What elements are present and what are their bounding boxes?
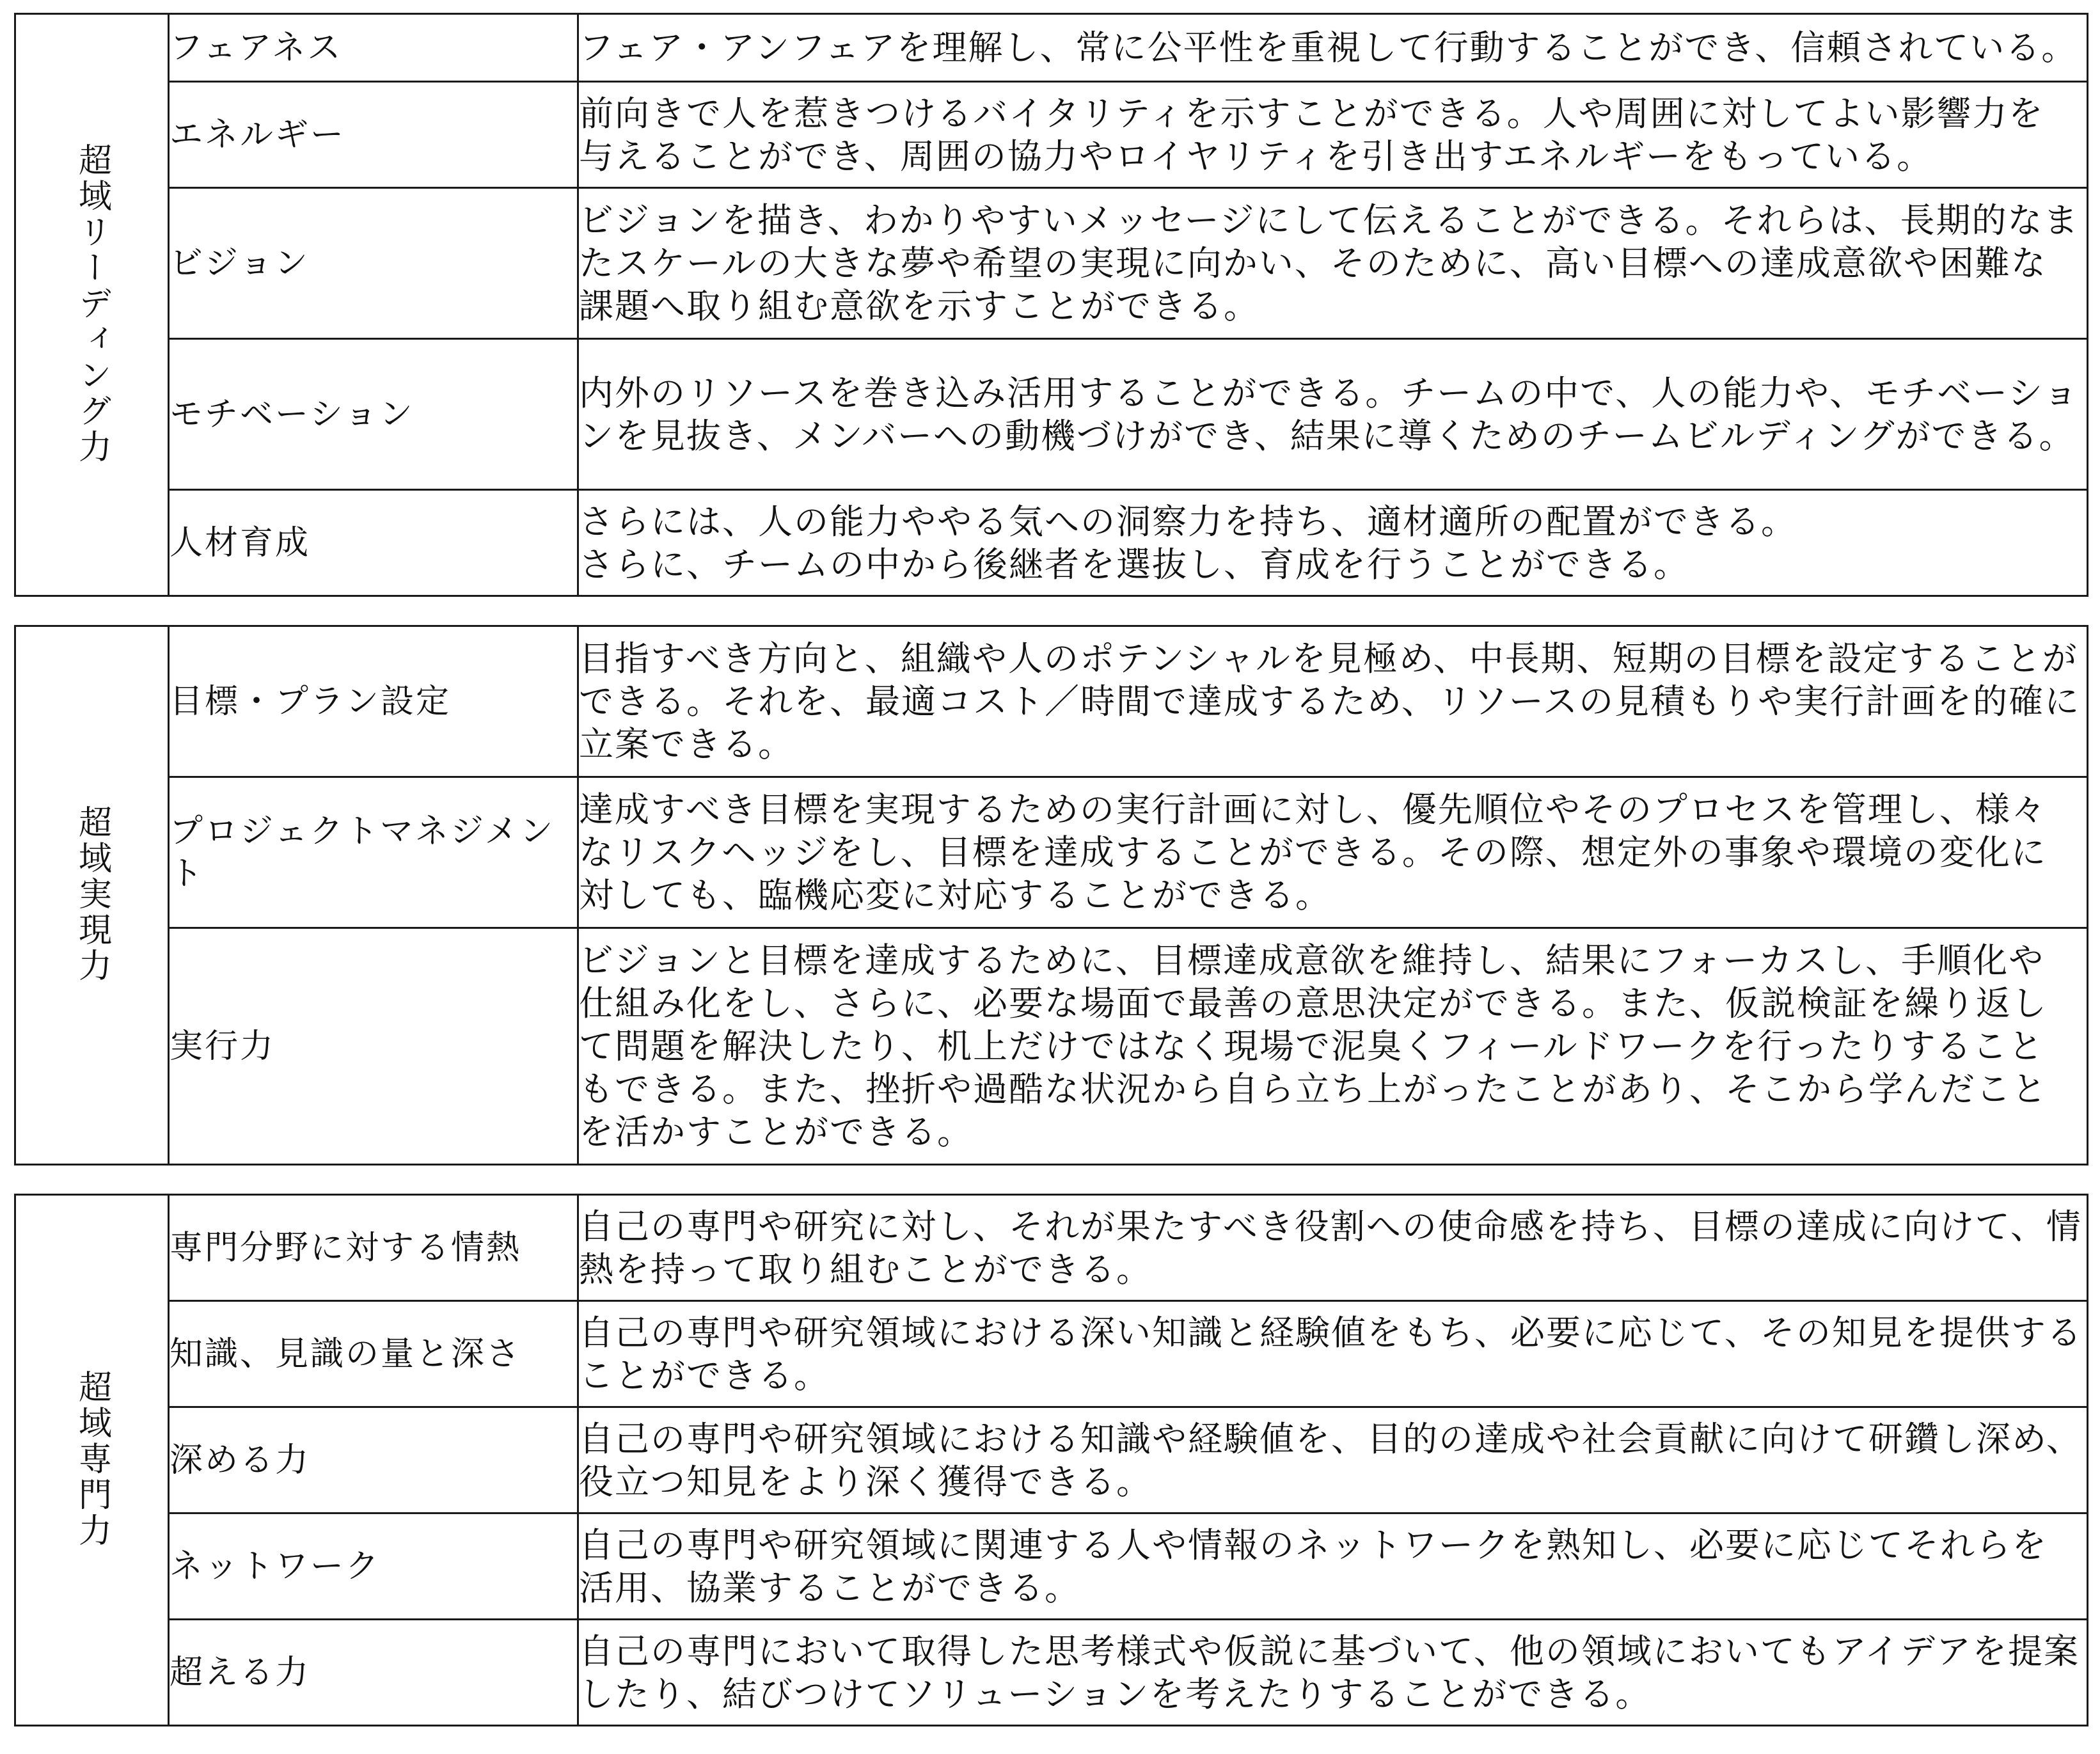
item-description xyxy=(578,1407,2088,1513)
table-row xyxy=(15,1620,2088,1726)
table-row xyxy=(15,626,2088,777)
table-row xyxy=(15,1195,2088,1301)
table-row xyxy=(15,928,2088,1165)
description-text: 内外のリソースを巻き込み活用することができる。チームの中で、人の能力や、モチベーショ ンを見抜き、メンバーへの動機づけができ、結果に導くためのチームビルディングができる。 xyxy=(579,372,2079,456)
item-description xyxy=(578,490,2088,596)
table-row xyxy=(15,1407,2088,1513)
description-text: 自己の専門や研究に対し、それが果たすべき役割への使命感を持ち、目標の達成に向けて、情 熱を持って取り組むことができる。 xyxy=(579,1206,2082,1290)
description-text: 自己の専門や研究領域に関連する人や情報のネットワークを熟知し、必要に応じてそれらを 活用、協業することができる。 xyxy=(579,1524,2048,1608)
item-name: モチベーション xyxy=(169,339,578,490)
item-name: フェアネス xyxy=(169,14,578,82)
description-text: 自己の専門において取得した思考様式や仮説に基づいて、他の領域においてもアイデアを提案 したり、結びつけてソリューションを考えたりすることができる。 xyxy=(579,1631,2080,1714)
item-description xyxy=(578,626,2088,777)
category-label: 超域リーディング力 xyxy=(72,142,111,465)
item-name: ビジョン xyxy=(169,188,578,339)
item-name: ネットワーク xyxy=(169,1513,578,1620)
section-spacer xyxy=(14,1165,2087,1194)
item-name: 知識、見識の量と深さ xyxy=(169,1301,578,1407)
item-name: エネルギー xyxy=(169,82,578,188)
table-row xyxy=(15,82,2088,188)
table-row xyxy=(15,1513,2088,1620)
item-description xyxy=(578,188,2088,339)
item-description xyxy=(578,1195,2088,1301)
item-name: 深める力 xyxy=(169,1407,578,1513)
description-text: 自己の専門や研究領域における深い知識と経験値をもち、必要に応じて、その知見を提供する ことができる。 xyxy=(579,1312,2083,1396)
category-cell xyxy=(15,1195,169,1726)
section-table-expertise xyxy=(14,1194,2088,1726)
section-spacer xyxy=(14,597,2087,625)
category-label: 超域専門力 xyxy=(72,1369,111,1549)
item-description xyxy=(578,1513,2088,1620)
section-table-realization xyxy=(14,625,2088,1165)
table-row xyxy=(15,14,2088,82)
item-name: 専門分野に対する情熱 xyxy=(169,1195,578,1301)
description-text: 目指すべき方向と、組織や人のポテンシャルを見極め、中長期、短期の目標を設定することが できる。それを、最適コスト／時間で達成するため、リソースの見積もりや実行計画を的確に 立案できる。 xyxy=(579,638,2081,764)
description-text: 自己の専門や研究領域における知識や経験値を、目的の達成や社会貢献に向けて研鑽し深め、 役立つ知見をより深く獲得できる。 xyxy=(579,1418,2082,1502)
description-text: ビジョンを描き、わかりやすいメッセージにして伝えることができる。それらは、長期的なま たスケールの大きな夢や希望の実現に向かい、そのために、高い目標への達成意欲や困難な 課題へ取り組む意欲を示すことができる。 xyxy=(579,200,2080,326)
section-table-reading xyxy=(14,13,2088,597)
category-cell xyxy=(15,626,169,1165)
item-name: 人材育成 xyxy=(169,490,578,596)
item-description xyxy=(578,1301,2088,1407)
item-name: プロジェクトマネジメント xyxy=(169,777,578,928)
category-cell xyxy=(15,14,169,596)
competency-tables xyxy=(14,13,2087,1726)
item-name: 目標・プラン設定 xyxy=(169,626,578,777)
description-text: フェア・アンフェアを理解し、常に公平性を重視して行動することができ、信頼されている。 xyxy=(579,28,2078,68)
item-description xyxy=(578,339,2088,490)
item-description xyxy=(578,14,2088,82)
table-row xyxy=(15,188,2088,339)
description-text: ビジョンと目標を達成するために、目標達成意欲を維持し、結果にフォーカスし、手順化や 仕組み化をし、さらに、必要な場面で最善の意思決定ができる。また、仮説検証を繰り返し て問題を解決したり、机上だけではなく現場で泥臭くフィールドワークを行ったりすること もできる。また、挫折や過酷な状況から自ら立ち上がったことがあり、そこから学んだこと を活かすことができる。 xyxy=(579,940,2048,1152)
description-text: さらには、人の能力ややる気への洞察力を持ち、適材適所の配置ができる。 さらに、チームの中から後継者を選抜し、育成を行うことができる。 xyxy=(579,501,1797,585)
table-row xyxy=(15,339,2088,490)
item-name: 実行力 xyxy=(169,928,578,1165)
item-description xyxy=(578,82,2088,188)
description-text: 達成すべき目標を実現するための実行計画に対し、優先順位やそのプロセスを管理し、様々 なリスクヘッジをし、目標を達成することができる。その際、想定外の事象や環境の変化に 対しても、臨機応変に対応することができる。 xyxy=(579,789,2047,915)
table-row xyxy=(15,777,2088,928)
item-name: 超える力 xyxy=(169,1620,578,1726)
table-row xyxy=(15,490,2088,596)
table-row xyxy=(15,1301,2088,1407)
item-description xyxy=(578,777,2088,928)
description-text: 前向きで人を惹きつけるバイタリティを示すことができる。人や周囲に対してよい影響力を 与えることができ、周囲の協力やロイヤリティを引き出すエネルギーをもっている。 xyxy=(579,93,2044,177)
item-description xyxy=(578,928,2088,1165)
item-description xyxy=(578,1620,2088,1726)
category-label: 超域実現力 xyxy=(72,804,111,984)
